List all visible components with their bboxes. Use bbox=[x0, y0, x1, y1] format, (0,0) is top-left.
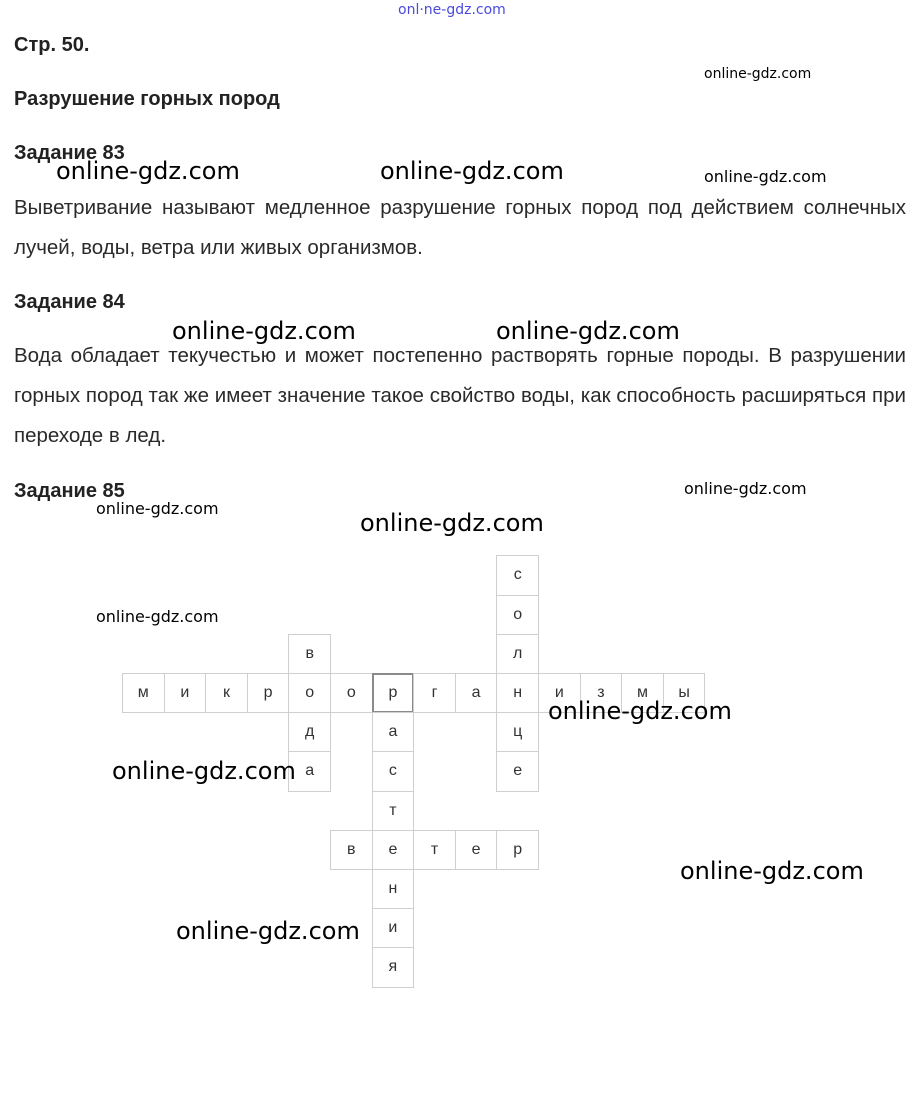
crossword-cell: с bbox=[372, 751, 415, 791]
crossword-cell: о bbox=[288, 673, 331, 713]
crossword-cell: в bbox=[288, 634, 331, 674]
top-watermark: onl·ne-gdz.com bbox=[398, 2, 506, 18]
crossword-cell: и bbox=[538, 673, 581, 713]
crossword-cell: с bbox=[496, 555, 539, 595]
crossword-cell: д bbox=[288, 712, 331, 752]
section-title: Разрушение горных пород bbox=[14, 88, 280, 110]
crossword-cell: е bbox=[496, 751, 539, 791]
watermark: online-gdz.com bbox=[704, 66, 812, 82]
crossword-cell: я bbox=[372, 947, 415, 987]
crossword-cell: к bbox=[205, 673, 248, 713]
task-83-heading: Задание 83 bbox=[14, 142, 125, 164]
crossword-cell: м bbox=[621, 673, 664, 713]
crossword-cell: р bbox=[247, 673, 290, 713]
crossword-cell: н bbox=[372, 869, 415, 909]
watermark: online-gdz.com bbox=[172, 317, 356, 345]
crossword-cell: р bbox=[372, 673, 415, 713]
crossword-cell: р bbox=[496, 830, 539, 870]
task-83-text: Выветривание называют медленное разрушение горных пород под действием солнечных лучей, воды, ветра или живых организмов. bbox=[14, 196, 906, 259]
crossword-cell: и bbox=[372, 908, 415, 948]
watermark: online-gdz.com bbox=[684, 479, 807, 498]
watermark: online-gdz.com bbox=[380, 157, 564, 185]
crossword-cell: ц bbox=[496, 712, 539, 752]
crossword-cell: т bbox=[372, 791, 415, 831]
crossword-cell: г bbox=[413, 673, 456, 713]
task-84-text: Вода обладает текучестью и может постепенно растворять горные породы. В разрушении горных пород так же имеет значение такое свойство воды, как способность расширяться при переходе в лед. bbox=[14, 344, 906, 447]
watermark: online-gdz.com bbox=[496, 317, 680, 345]
watermark: online-gdz.com bbox=[112, 757, 296, 785]
watermark: online-gdz.com bbox=[704, 167, 827, 186]
crossword-cell: з bbox=[580, 673, 623, 713]
crossword-cell: о bbox=[496, 595, 539, 635]
crossword-cell: а bbox=[372, 712, 415, 752]
crossword-cell: н bbox=[496, 673, 539, 713]
watermark: online-gdz.com bbox=[548, 697, 732, 725]
crossword-cell: е bbox=[372, 830, 415, 870]
watermark: online-gdz.com bbox=[360, 509, 544, 537]
crossword-cell: ы bbox=[663, 673, 706, 713]
watermark: online-gdz.com bbox=[96, 607, 219, 626]
crossword-cell: а bbox=[455, 673, 498, 713]
crossword-cell: т bbox=[413, 830, 456, 870]
watermark: online-gdz.com bbox=[680, 857, 864, 885]
crossword-cell: и bbox=[164, 673, 207, 713]
crossword-cell: л bbox=[496, 634, 539, 674]
page-title: Стр. 50. bbox=[14, 34, 90, 56]
crossword-cell: е bbox=[455, 830, 498, 870]
crossword-cell: м bbox=[122, 673, 165, 713]
crossword-cell: а bbox=[288, 751, 331, 791]
watermark: online-gdz.com bbox=[56, 157, 240, 185]
task-84-heading: Задание 84 bbox=[14, 291, 125, 313]
watermark: online-gdz.com bbox=[176, 917, 360, 945]
crossword-cell: в bbox=[330, 830, 373, 870]
task-85-heading: Задание 85 bbox=[14, 480, 125, 502]
watermark: online-gdz.com bbox=[96, 499, 219, 518]
crossword-cell: о bbox=[330, 673, 373, 713]
